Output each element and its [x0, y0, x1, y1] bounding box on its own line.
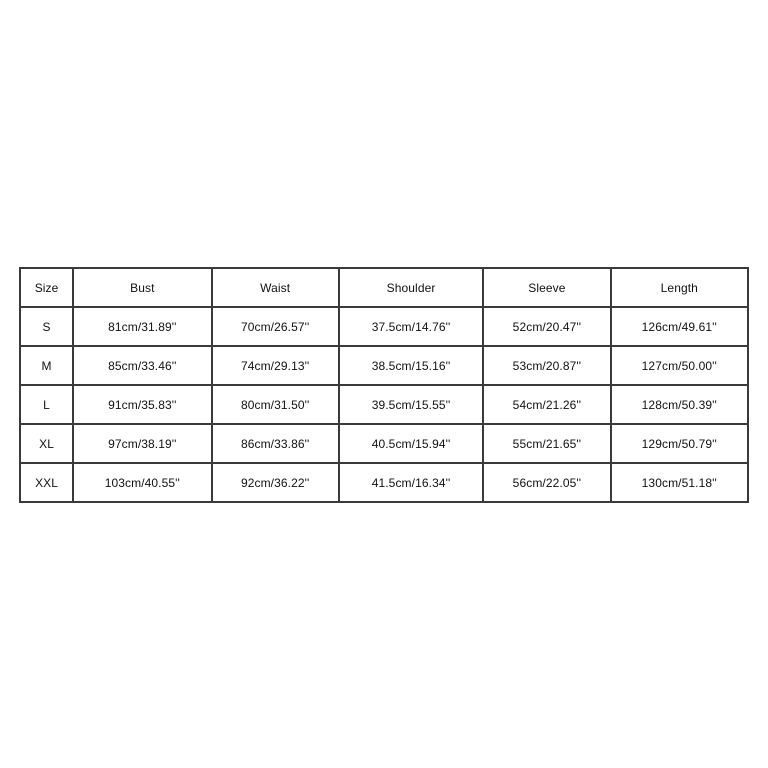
- cell-size: M: [20, 346, 73, 385]
- cell-bust: 91cm/35.83'': [73, 385, 211, 424]
- cell-shoulder: 41.5cm/16.34'': [339, 463, 483, 502]
- cell-bust: 97cm/38.19'': [73, 424, 211, 463]
- size-chart-table: [19, 267, 749, 503]
- header-sleeve: Sleeve: [483, 268, 610, 307]
- table-row: [20, 424, 748, 463]
- cell-waist: 70cm/26.57'': [212, 307, 339, 346]
- cell-sleeve: 53cm/20.87'': [483, 346, 610, 385]
- cell-shoulder: 37.5cm/14.76'': [339, 307, 483, 346]
- cell-size: XXL: [20, 463, 73, 502]
- cell-length: 127cm/50.00'': [611, 346, 748, 385]
- table-row: [20, 346, 748, 385]
- cell-sleeve: 54cm/21.26'': [483, 385, 610, 424]
- cell-shoulder: 39.5cm/15.55'': [339, 385, 483, 424]
- cell-length: 128cm/50.39'': [611, 385, 748, 424]
- cell-bust: 85cm/33.46'': [73, 346, 211, 385]
- cell-waist: 80cm/31.50'': [212, 385, 339, 424]
- table-header-row: [20, 268, 748, 307]
- header-waist: Waist: [212, 268, 339, 307]
- header-length: Length: [611, 268, 748, 307]
- cell-sleeve: 56cm/22.05'': [483, 463, 610, 502]
- table-row: [20, 385, 748, 424]
- cell-length: 130cm/51.18'': [611, 463, 748, 502]
- cell-shoulder: 38.5cm/15.16'': [339, 346, 483, 385]
- cell-sleeve: 55cm/21.65'': [483, 424, 610, 463]
- table-row: [20, 307, 748, 346]
- cell-length: 129cm/50.79'': [611, 424, 748, 463]
- header-shoulder: Shoulder: [339, 268, 483, 307]
- cell-waist: 86cm/33.86'': [212, 424, 339, 463]
- cell-size: XL: [20, 424, 73, 463]
- header-bust: Bust: [73, 268, 211, 307]
- cell-shoulder: 40.5cm/15.94'': [339, 424, 483, 463]
- cell-bust: 81cm/31.89'': [73, 307, 211, 346]
- cell-size: S: [20, 307, 73, 346]
- cell-bust: 103cm/40.55'': [73, 463, 211, 502]
- cell-length: 126cm/49.61'': [611, 307, 748, 346]
- cell-waist: 74cm/29.13'': [212, 346, 339, 385]
- cell-sleeve: 52cm/20.47'': [483, 307, 610, 346]
- table-row: [20, 463, 748, 502]
- cell-waist: 92cm/36.22'': [212, 463, 339, 502]
- header-size: Size: [20, 268, 73, 307]
- cell-size: L: [20, 385, 73, 424]
